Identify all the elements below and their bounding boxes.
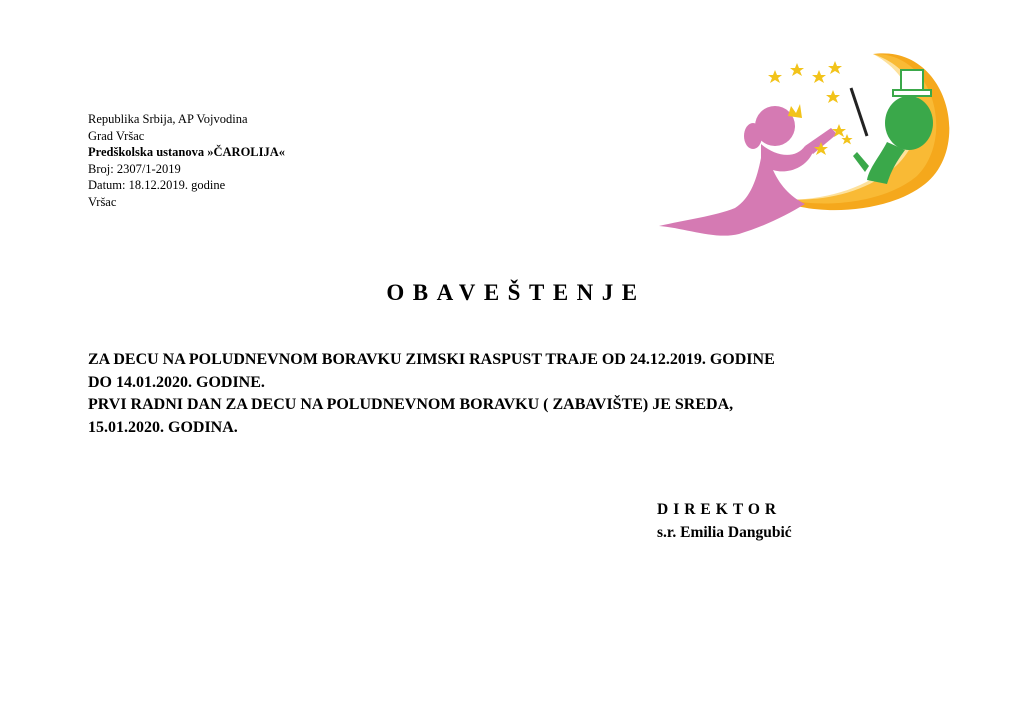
- signature-name: s.r. Emilia Dangubić: [657, 523, 792, 541]
- signature-title: DIREKTOR: [657, 501, 782, 518]
- header-date: Datum: 18.12.2019. godine: [88, 178, 226, 193]
- body-line-4: 15.01.2020. GODINA.: [88, 418, 238, 436]
- fairy-moon-logo-icon: [655, 48, 960, 248]
- body-line-2: DO 14.01.2020. GODINE.: [88, 373, 265, 391]
- header-institution: Predškolska ustanova »ČAROLIJA«: [88, 145, 286, 160]
- document-header: [88, 111, 285, 211]
- body-line-3: PRVI RADNI DAN ZA DECU NA POLUDNEVNOM BORAVKU ( ZABAVIŠTE) JE SREDA,: [88, 396, 734, 413]
- magic-wand-icon: [851, 88, 867, 136]
- signature-block: [657, 499, 792, 544]
- header-place: Vršac: [88, 194, 117, 209]
- body-line-1: ZA DECU NA POLUDNEVNOM BORAVKU ZIMSKI RASPUST TRAJE OD 24.12.2019. GODINE: [88, 351, 775, 368]
- crown-icon: [788, 104, 802, 118]
- header-country: Republika Srbija, AP Vojvodina: [88, 112, 248, 126]
- header-number: Broj: 2307/1-2019: [88, 161, 181, 176]
- notice-title: OBAVEŠTENJE: [386, 280, 646, 305]
- pink-fairy-girl-icon: [659, 106, 837, 236]
- notice-body: [88, 349, 948, 439]
- header-city: Grad Vršac: [88, 128, 145, 143]
